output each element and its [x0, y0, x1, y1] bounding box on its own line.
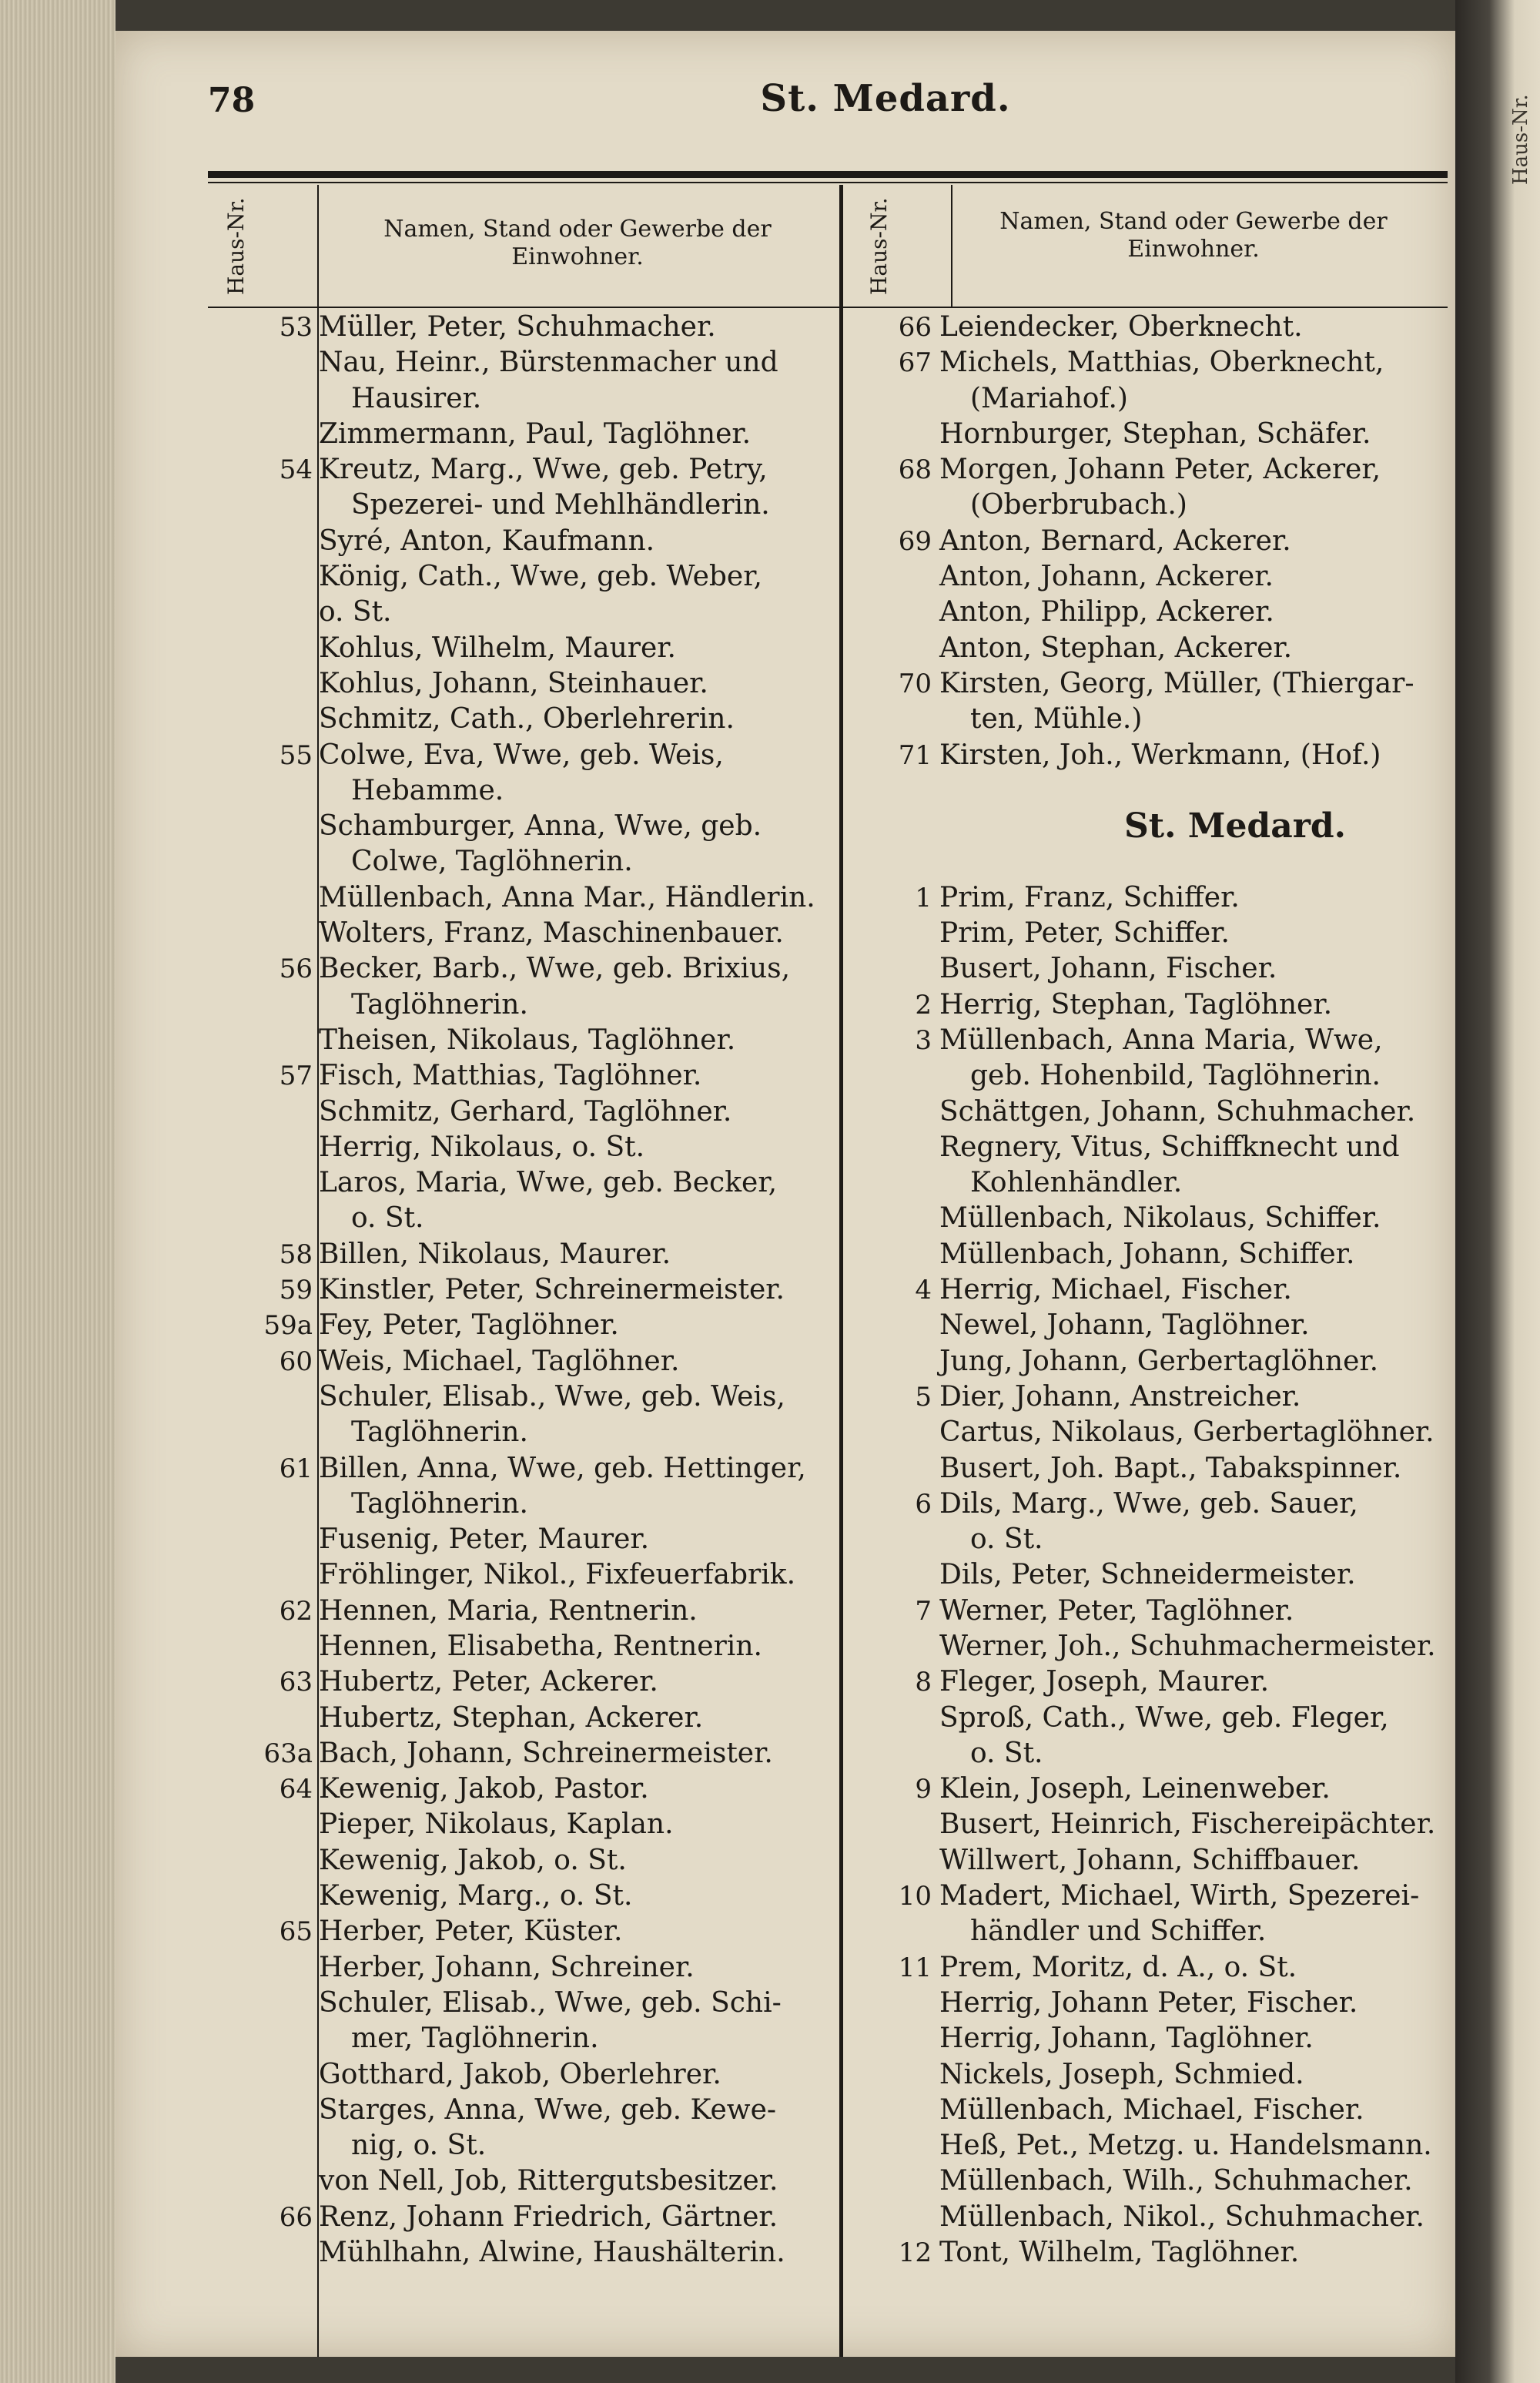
resident-text: o. St. — [970, 1737, 1043, 1769]
house-number: 9 — [915, 1774, 932, 1805]
header-rule — [208, 307, 1448, 308]
resident-text: Hubertz, Peter, Ackerer. — [319, 1666, 658, 1698]
resident-entry — [200, 345, 832, 380]
resident-entry — [847, 1058, 1455, 1094]
resident-text: Schuler, Elisab., Wwe, geb. Weis, — [319, 1380, 785, 1413]
resident-entry — [200, 1451, 832, 1486]
resident-entry — [847, 2235, 1455, 2271]
next-page-header: Haus-Nr. — [1509, 94, 1532, 185]
resident-text: Herrig, Johann, Taglöhner. — [939, 2023, 1314, 2055]
resident-entry — [200, 1701, 832, 1736]
resident-text: Becker, Barb., Wwe, geb. Brixius, — [319, 953, 791, 985]
resident-entry — [200, 1522, 832, 1557]
resident-entry — [847, 2200, 1455, 2235]
resident-entry — [847, 1130, 1455, 1165]
resident-text: Heß, Pet., Metzg. u. Handelsmann. — [939, 2130, 1432, 2162]
resident-text: Taglöhnerin. — [351, 1487, 528, 1520]
house-number: 6 — [915, 1488, 932, 1520]
house-number: 66 — [898, 312, 932, 343]
resident-text: Müllenbach, Nikol., Schuhmacher. — [939, 2200, 1424, 2233]
resident-entry — [847, 1094, 1455, 1130]
resident-text: Colwe, Eva, Wwe, geb. Weis, — [319, 739, 724, 771]
resident-entry — [847, 559, 1455, 595]
resident-entry — [847, 1486, 1455, 1522]
resident-text: Colwe, Taglöhnerin. — [351, 846, 633, 878]
resident-entry — [847, 452, 1455, 488]
house-number: 12 — [898, 2237, 932, 2269]
house-number: 69 — [898, 525, 932, 557]
resident-text: Taglöhnerin. — [351, 1416, 528, 1449]
resident-entry — [200, 2021, 832, 2056]
resident-entry — [200, 1237, 832, 1272]
resident-text: Hennen, Elisabetha, Rentnerin. — [319, 1630, 762, 1662]
resident-entry — [200, 738, 832, 773]
resident-text: Willwert, Johann, Schiffbauer. — [939, 1844, 1361, 1876]
house-number: 71 — [898, 739, 932, 771]
resident-text: Wolters, Franz, Maschinenbauer. — [319, 917, 784, 950]
resident-entry — [847, 738, 1455, 773]
resident-entry — [200, 452, 832, 488]
header-names-left: Namen, Stand oder Gewerbe der Einwohner. — [383, 216, 772, 270]
resident-entry — [847, 987, 1455, 1023]
resident-entry — [200, 1023, 832, 1058]
resident-entry — [847, 773, 1455, 809]
book-gutter — [1455, 0, 1540, 2383]
resident-entry — [847, 1308, 1455, 1343]
resident-text: o. St. — [970, 1523, 1043, 1556]
house-number: 59 — [279, 1275, 313, 1306]
house-number: 57 — [279, 1061, 313, 1092]
resident-text: Herrig, Stephan, Taglöhner. — [939, 988, 1333, 1021]
resident-text: Nickels, Joseph, Schmied. — [939, 2058, 1304, 2090]
resident-entry — [200, 1771, 832, 1807]
resident-text: Herber, Peter, Küster. — [319, 1915, 623, 1948]
resident-text: Prem, Moritz, d. A., o. St. — [939, 1951, 1297, 1983]
resident-text: (Mariahof.) — [970, 382, 1128, 414]
page-number: 78 — [208, 81, 256, 120]
resident-text: Schmitz, Cath., Oberlehrerin. — [319, 703, 735, 736]
top-rule — [208, 171, 1448, 178]
resident-text: Sproß, Cath., Wwe, geb. Fleger, — [939, 1701, 1389, 1734]
house-number: 54 — [279, 454, 313, 486]
resident-entry — [847, 417, 1455, 452]
house-number: 56 — [279, 954, 313, 985]
resident-text: Kirsten, Georg, Müller, (Thiergar- — [939, 667, 1414, 699]
resident-entry — [847, 1451, 1455, 1486]
resident-entry — [200, 1594, 832, 1629]
resident-entry — [847, 1879, 1455, 1914]
resident-entry — [847, 1950, 1455, 1986]
resident-text: Kohlus, Wilhelm, Maurer. — [319, 632, 676, 664]
resident-entry — [200, 1986, 832, 2021]
house-number: 62 — [279, 1595, 313, 1627]
right-column — [847, 310, 1455, 2271]
resident-entry — [847, 1701, 1455, 1736]
house-number: 2 — [915, 989, 932, 1021]
resident-text: Hubertz, Stephan, Ackerer. — [319, 1701, 704, 1734]
resident-text: Herrig, Nikolaus, o. St. — [319, 1131, 645, 1163]
resident-entry — [200, 488, 832, 523]
resident-entry — [847, 595, 1455, 630]
resident-text: von Nell, Job, Rittergutsbesitzer. — [319, 2165, 778, 2197]
resident-text: Cartus, Nikolaus, Gerbertaglöhner. — [939, 1416, 1435, 1449]
house-number: 63a — [263, 1738, 313, 1769]
resident-entry — [200, 773, 832, 809]
house-number: 68 — [898, 454, 932, 486]
resident-text: Hebamme. — [351, 774, 504, 806]
resident-text: Schmitz, Gerhard, Taglöhner. — [319, 1095, 732, 1128]
resident-entry — [847, 666, 1455, 702]
resident-text: Madert, Michael, Wirth, Spezerei- — [939, 1880, 1420, 1912]
resident-text: Tont, Wilhelm, Taglöhner. — [939, 2237, 1300, 2269]
resident-entry — [200, 844, 832, 880]
book-edge-left — [0, 0, 116, 2383]
resident-entry — [200, 1201, 832, 1236]
resident-text: Fusenig, Peter, Maurer. — [319, 1523, 650, 1556]
resident-entry — [200, 1308, 832, 1343]
resident-text: Müllenbach, Wilh., Schuhmacher. — [939, 2165, 1413, 2197]
resident-entry — [847, 524, 1455, 559]
resident-text: Werner, Peter, Taglöhner. — [939, 1594, 1294, 1627]
resident-text: Kreutz, Marg., Wwe, geb. Petry, — [319, 454, 768, 486]
resident-entry — [200, 1130, 832, 1165]
resident-entry — [847, 916, 1455, 951]
resident-text: Prim, Franz, Schiffer. — [939, 881, 1240, 913]
resident-text: Prim, Peter, Schiffer. — [939, 917, 1230, 950]
house-number: 65 — [279, 1916, 313, 1948]
resident-entry — [847, 1023, 1455, 1058]
resident-entry — [847, 1557, 1455, 1593]
resident-text: Herrig, Johann Peter, Fischer. — [939, 1986, 1358, 2019]
resident-entry — [200, 2057, 832, 2093]
resident-text: Mühlhahn, Alwine, Haushälterin. — [319, 2237, 785, 2269]
center-divider — [839, 185, 843, 2357]
resident-entry — [847, 844, 1455, 880]
header-house-nr-left: Haus-Nr. — [223, 197, 249, 296]
resident-entry — [847, 1379, 1455, 1415]
resident-text: mer, Taglöhnerin. — [351, 2023, 599, 2055]
resident-entry — [847, 2093, 1455, 2128]
resident-entry — [847, 1914, 1455, 1949]
left-column — [200, 310, 832, 2271]
house-number: 67 — [898, 347, 932, 379]
resident-text: Michels, Matthias, Oberknecht, — [939, 347, 1384, 379]
page-title: St. Medard. — [760, 77, 1011, 120]
house-number: 1 — [915, 882, 932, 913]
section-title: St. Medard. — [1124, 806, 1346, 846]
resident-text: Werner, Joh., Schuhmachermeister. — [939, 1630, 1436, 1662]
resident-text: Morgen, Johann Peter, Ackerer, — [939, 454, 1381, 486]
resident-entry — [847, 1843, 1455, 1879]
resident-text: Zimmermann, Paul, Taglöhner. — [319, 417, 752, 450]
header-names-right: Namen, Stand oder Gewerbe der Einwohner. — [999, 208, 1388, 263]
house-number: 55 — [279, 739, 313, 771]
resident-entry — [847, 1594, 1455, 1629]
resident-text: Billen, Anna, Wwe, geb. Hettinger, — [319, 1452, 806, 1484]
resident-text: Kinstler, Peter, Schreinermeister. — [319, 1274, 785, 1306]
resident-entry — [200, 417, 832, 452]
resident-entry — [200, 916, 832, 951]
resident-text: Kewenig, Jakob, Pastor. — [319, 1773, 649, 1805]
resident-text: Nau, Heinr., Bürstenmacher und — [319, 347, 778, 379]
resident-text: Anton, Johann, Ackerer. — [939, 561, 1274, 593]
house-number: 4 — [915, 1275, 932, 1306]
resident-entry — [200, 2128, 832, 2163]
resident-text: Busert, Heinrich, Fischereipächter. — [939, 1808, 1436, 1841]
resident-entry — [847, 951, 1455, 987]
resident-text: Herber, Johann, Schreiner. — [319, 1951, 695, 1983]
resident-entry — [200, 1486, 832, 1522]
resident-entry — [847, 1237, 1455, 1272]
resident-text: (Oberbrubach.) — [970, 489, 1187, 521]
resident-text: Schamburger, Anna, Wwe, geb. — [319, 810, 762, 843]
resident-text: Fröhlinger, Nikol., Fixfeuerfabrik. — [319, 1559, 796, 1591]
resident-entry — [200, 666, 832, 702]
resident-entry — [200, 1950, 832, 1986]
resident-text: Anton, Philipp, Ackerer. — [939, 596, 1274, 628]
resident-entry — [847, 2163, 1455, 2199]
resident-text: Busert, Joh. Bapt., Tabakspinner. — [939, 1452, 1402, 1484]
resident-text: Billen, Nikolaus, Maurer. — [319, 1238, 671, 1270]
resident-text: ten, Mühle.) — [970, 703, 1143, 736]
resident-entry — [200, 381, 832, 417]
resident-text: nig, o. St. — [351, 2130, 487, 2162]
resident-text: Kohlus, Johann, Steinhauer. — [319, 667, 708, 699]
resident-entry — [847, 2057, 1455, 2093]
resident-text: Spezerei- und Mehlhändlerin. — [351, 489, 770, 521]
resident-entry — [847, 1664, 1455, 1700]
resident-entry — [200, 1272, 832, 1308]
resident-entry — [200, 1807, 832, 1842]
house-number: 59a — [263, 1310, 313, 1342]
resident-text: Müllenbach, Michael, Fischer. — [939, 2093, 1364, 2126]
resident-text: o. St. — [351, 1202, 424, 1235]
resident-entry — [200, 1344, 832, 1379]
resident-entry — [200, 809, 832, 844]
resident-entry — [847, 1415, 1455, 1450]
resident-text: Theisen, Nikolaus, Taglöhner. — [319, 1024, 736, 1056]
resident-text: Syré, Anton, Kaufmann. — [319, 525, 655, 557]
resident-entry — [847, 1807, 1455, 1842]
resident-entry — [847, 1201, 1455, 1236]
resident-entry — [847, 381, 1455, 417]
resident-text: Klein, Joseph, Leinenweber. — [939, 1773, 1331, 1805]
resident-entry — [200, 559, 832, 595]
resident-entry — [200, 1165, 832, 1201]
resident-entry — [200, 1415, 832, 1450]
resident-text: Laros, Maria, Wwe, geb. Becker, — [319, 1167, 778, 1199]
section-heading — [847, 806, 1455, 846]
house-number: 66 — [279, 2201, 313, 2233]
resident-text: Taglöhnerin. — [351, 988, 528, 1021]
resident-text: Schuler, Elisab., Wwe, geb. Schi- — [319, 1986, 782, 2019]
resident-text: Jung, Johann, Gerbertaglöhner. — [939, 1345, 1379, 1377]
resident-entry — [200, 2235, 832, 2271]
resident-entry — [847, 880, 1455, 916]
resident-entry — [200, 702, 832, 737]
resident-entry — [847, 1986, 1455, 2021]
house-number: 61 — [279, 1453, 313, 1484]
resident-text: Kirsten, Joh., Werkmann, (Hof.) — [939, 739, 1381, 771]
resident-text: Anton, Bernard, Ackerer. — [939, 525, 1291, 557]
resident-entry — [847, 1165, 1455, 1201]
resident-entry — [200, 524, 832, 559]
resident-entry — [200, 1629, 832, 1664]
resident-entry — [847, 2128, 1455, 2163]
resident-entry — [847, 1736, 1455, 1771]
resident-entry — [847, 1272, 1455, 1308]
resident-entry — [200, 987, 832, 1023]
resident-text: Müllenbach, Nikolaus, Schiffer. — [939, 1202, 1381, 1235]
resident-text: Dils, Marg., Wwe, geb. Sauer, — [939, 1487, 1358, 1520]
resident-entry — [200, 1058, 832, 1094]
resident-entry — [847, 1344, 1455, 1379]
resident-entry — [200, 1843, 832, 1879]
house-number: 53 — [279, 312, 313, 343]
resident-text: Hennen, Maria, Rentnerin. — [319, 1594, 698, 1627]
top-rule-thin — [208, 182, 1448, 183]
resident-text: Herrig, Michael, Fischer. — [939, 1274, 1292, 1306]
resident-text: Gotthard, Jakob, Oberlehrer. — [319, 2058, 721, 2090]
house-number: 70 — [898, 668, 932, 699]
resident-entry — [847, 1629, 1455, 1664]
resident-entry — [200, 1664, 832, 1700]
house-number: 7 — [915, 1595, 932, 1627]
resident-entry — [200, 1736, 832, 1771]
resident-text: Renz, Johann Friedrich, Gärtner. — [319, 2200, 778, 2233]
resident-entry — [200, 2200, 832, 2235]
resident-text: Fey, Peter, Taglöhner. — [319, 1309, 619, 1342]
resident-entry — [200, 310, 832, 345]
resident-entry — [200, 1879, 832, 1914]
resident-text: geb. Hohenbild, Taglöhnerin. — [970, 1060, 1381, 1092]
resident-entry — [200, 1557, 832, 1593]
resident-text: Kewenig, Jakob, o. St. — [319, 1844, 627, 1876]
resident-text: Kewenig, Marg., o. St. — [319, 1880, 633, 1912]
resident-entry — [847, 1771, 1455, 1807]
resident-text: Dier, Johann, Anstreicher. — [939, 1380, 1301, 1413]
house-number: 11 — [898, 1952, 932, 1983]
resident-text: Dils, Peter, Schneidermeister. — [939, 1559, 1356, 1591]
resident-text: Leiendecker, Oberknecht. — [939, 311, 1303, 343]
house-number: 5 — [915, 1381, 932, 1413]
resident-entry — [200, 2093, 832, 2128]
resident-text: König, Cath., Wwe, geb. Weber, — [319, 561, 762, 593]
resident-entry — [200, 595, 832, 630]
resident-entry — [847, 2021, 1455, 2056]
resident-text: Newel, Johann, Taglöhner. — [939, 1309, 1310, 1342]
house-number: 10 — [898, 1881, 932, 1912]
resident-text: Müllenbach, Johann, Schiffer. — [939, 1238, 1355, 1270]
resident-entry — [200, 631, 832, 666]
house-number: 60 — [279, 1346, 313, 1377]
house-number: 63 — [279, 1667, 313, 1698]
resident-text: Busert, Johann, Fischer. — [939, 953, 1277, 985]
resident-text: Pieper, Nikolaus, Kaplan. — [319, 1808, 674, 1841]
resident-text: Bach, Johann, Schreinermeister. — [319, 1737, 773, 1769]
resident-entry — [847, 488, 1455, 523]
resident-text: Hornburger, Stephan, Schäfer. — [939, 417, 1371, 450]
resident-entry — [847, 345, 1455, 380]
resident-text: Starges, Anna, Wwe, geb. Kewe- — [319, 2093, 777, 2126]
resident-entry — [847, 631, 1455, 666]
resident-text: Müller, Peter, Schuhmacher. — [319, 311, 716, 343]
resident-entry — [200, 1094, 832, 1130]
resident-entry — [200, 951, 832, 987]
resident-text: Schättgen, Johann, Schuhmacher. — [939, 1095, 1416, 1128]
resident-text: Regnery, Vitus, Schiffknecht und — [939, 1131, 1400, 1163]
resident-text: Anton, Stephan, Ackerer. — [939, 632, 1293, 664]
resident-text: Fisch, Matthias, Taglöhner. — [319, 1060, 702, 1092]
house-number: 8 — [915, 1667, 932, 1698]
resident-text: Weis, Michael, Taglöhner. — [319, 1345, 680, 1377]
resident-entry — [847, 310, 1455, 345]
house-number: 3 — [915, 1024, 932, 1056]
resident-text: Müllenbach, Anna Mar., Händlerin. — [319, 881, 815, 913]
right-nr-divider — [951, 185, 952, 308]
resident-entry — [847, 1522, 1455, 1557]
house-number: 64 — [279, 1774, 313, 1805]
resident-text: Kohlenhändler. — [970, 1167, 1183, 1199]
resident-entry — [847, 702, 1455, 737]
resident-text: o. St. — [319, 596, 392, 628]
resident-entry — [200, 1914, 832, 1949]
resident-text: Fleger, Joseph, Maurer. — [939, 1666, 1270, 1698]
resident-text: händler und Schiffer. — [970, 1915, 1267, 1948]
header-house-nr-right: Haus-Nr. — [866, 197, 892, 296]
resident-entry — [200, 2163, 832, 2199]
resident-text: Müllenbach, Anna Maria, Wwe, — [939, 1024, 1383, 1056]
resident-entry — [200, 880, 832, 916]
resident-entry — [200, 1379, 832, 1415]
resident-text: Hausirer. — [351, 382, 482, 414]
house-number: 58 — [279, 1238, 313, 1270]
